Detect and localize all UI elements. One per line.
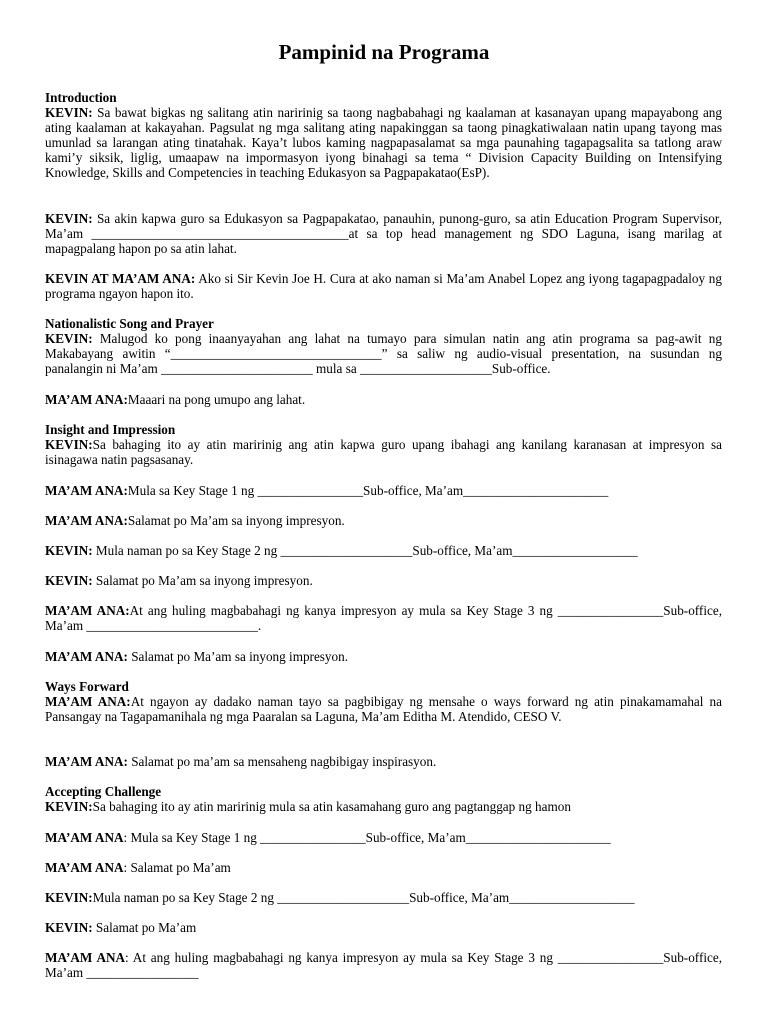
ways-paragraph-2 bbox=[45, 754, 722, 769]
speaker-label: MA’AM ANA: bbox=[45, 603, 130, 618]
speaker-label: KEVIN: bbox=[45, 331, 93, 347]
insight-paragraph-3 bbox=[45, 513, 722, 528]
accepting-paragraph-3 bbox=[45, 860, 722, 875]
paragraph-text: Mula sa Key Stage 1 ng ________________Sub-office, Ma’am______________________ bbox=[127, 483, 609, 498]
speaker-label: KEVIN: bbox=[45, 437, 93, 453]
intro-block bbox=[45, 90, 722, 181]
speaker-label: MA’AM ANA bbox=[45, 860, 124, 875]
nationalistic-paragraph-2 bbox=[45, 392, 722, 407]
paragraph-text: Sa bahaging ito ay atin maririnig ang atin kapwa guro upang ibahagi ang kanilang karanasan at impresyon sa isinagawa natin pagsasanay. bbox=[45, 437, 722, 468]
insight-block bbox=[45, 422, 722, 467]
nationalistic-paragraph-1 bbox=[45, 331, 722, 376]
accepting-paragraph-4 bbox=[45, 890, 722, 905]
intro-paragraph-1 bbox=[45, 105, 722, 180]
speaker-label: KEVIN AT MA’AM ANA: bbox=[45, 271, 196, 286]
insight-paragraph-7 bbox=[45, 649, 722, 664]
intro-paragraph-2 bbox=[45, 211, 722, 256]
insight-paragraph-2 bbox=[45, 483, 722, 498]
section-heading-ways-forward: Ways Forward bbox=[45, 679, 129, 694]
ways-block bbox=[45, 679, 722, 724]
speaker-label: MA’AM ANA: bbox=[45, 754, 128, 769]
speaker-label: KEVIN: bbox=[45, 543, 93, 558]
paragraph-text: : Salamat po Ma’am bbox=[123, 860, 231, 875]
speaker-label: KEVIN: bbox=[45, 211, 93, 226]
paragraph-text: Salamat po Ma’am bbox=[92, 920, 197, 935]
speaker-label: KEVIN: bbox=[45, 890, 93, 905]
insight-paragraph-1 bbox=[45, 437, 722, 467]
insight-paragraph-6 bbox=[45, 603, 722, 633]
insight-paragraph-5 bbox=[45, 573, 722, 588]
paragraph-text: Mula naman po sa Key Stage 2 ng ____________________Sub-office, Ma’am___________________ bbox=[92, 543, 638, 558]
paragraph-text: Sa bahaging ito ay atin maririnig mula sa atin kasamahang guro ang pagtanggap ng hamon bbox=[92, 799, 571, 815]
speaker-label: MA’AM ANA bbox=[45, 830, 124, 845]
document-title: Pampinid na Programa bbox=[278, 40, 490, 64]
speaker-label: MA’AM ANA: bbox=[45, 513, 128, 528]
speaker-label: MA’AM ANA: bbox=[45, 392, 128, 407]
accepting-paragraph-6 bbox=[45, 950, 722, 980]
paragraph-text: Salamat po Ma’am sa inyong impresyon. bbox=[127, 513, 345, 528]
paragraph-text: Malugod ko pong inaanyayahan ang lahat na tumayo para simulan natin ang atin programa sa pag-awit ng Makabayang awitin “________________________________” sa saliw ng audio-visual presentation, na susundan ng panalangin ni Ma’am _______________________ mula sa ____________________Sub-office. bbox=[45, 331, 722, 377]
accepting-block bbox=[45, 784, 722, 814]
speaker-label: MA’AM ANA: bbox=[45, 483, 128, 498]
speaker-label: KEVIN: bbox=[45, 573, 93, 588]
speaker-label: MA’AM ANA bbox=[45, 950, 126, 965]
paragraph-text: Maaari na pong umupo ang lahat. bbox=[127, 392, 306, 407]
paragraph-text: Sa akin kapwa guro sa Edukasyon sa Pagpapakatao, panauhin, punong-guro, sa atin Education Program Supervisor, Ma’am _______________________________________at sa top head management ng SDO Laguna, isang marilag at mapagpalang hapon po sa atin lahat. bbox=[45, 211, 722, 257]
paragraph-text: Ako si Sir Kevin Joe H. Cura at ako naman si Ma’am Anabel Lopez ang iyong tagapagpadaloy ng programa ngayon hapon ito. bbox=[45, 271, 722, 302]
accepting-paragraph-1 bbox=[45, 799, 722, 814]
paragraph-text: Salamat po Ma’am sa inyong impresyon. bbox=[127, 649, 349, 664]
paragraph-text: : At ang huling magbabahagi ng kanya impresyon ay mula sa Key Stage 3 ng ________________Sub-office, Ma’am _________________ bbox=[45, 950, 722, 981]
insight-paragraph-4 bbox=[45, 543, 722, 558]
section-heading-introduction: Introduction bbox=[45, 90, 117, 105]
speaker-label: KEVIN: bbox=[45, 920, 93, 935]
section-heading-accepting: Accepting Challenge bbox=[45, 784, 162, 799]
section-heading-nationalistic: Nationalistic Song and Prayer bbox=[45, 316, 214, 331]
ways-paragraph-1 bbox=[45, 694, 722, 724]
paragraph-text: Sa bawat bigkas ng salitang atin naririnig sa taong nagbabahagi ng kaalaman at kasanayan upang mapayabong ang ating kaalaman at kakayahan. Pagsulat ng mga salitang ating napakinggan sa taong pinagkatiwalaan natin upang tayong mas umunlad sa larangan ating tinatahak. Kaya’t lubos kaming nagpapasalamat sa mga paunahing tagapagsalita sa tatlong araw kami’y siksik, liglig, umaapaw na impormasyon iyong binahagi sa tema “ Division Capacity Building on Intensifying Knowledge, Skills and Competencies in teaching Edukasyon sa Pagpapakatao(EsP). bbox=[45, 105, 722, 181]
paragraph-text: Salamat po ma’am sa mensaheng nagbibigay inspirasyon. bbox=[127, 754, 437, 769]
paragraph-text: : Mula sa Key Stage 1 ng ________________Sub-office, Ma’am______________________ bbox=[123, 830, 611, 845]
speaker-label: KEVIN: bbox=[45, 799, 93, 815]
section-heading-insight: Insight and Impression bbox=[45, 422, 176, 437]
paragraph-text: At ngayon ay dadako naman tayo sa pagbibigay ng mensahe o ways forward ng atin pinakamamahal na Pansangay na Tagapamanihala ng mga Paaralan sa Laguna, Ma’am Editha M. Atendido, CESO V. bbox=[45, 694, 722, 725]
paragraph-text: At ang huling magbabahagi ng kanya impresyon ay mula sa Key Stage 3 ng ________________Sub-office, Ma’am __________________________. bbox=[45, 603, 722, 634]
speaker-label: KEVIN: bbox=[45, 105, 93, 121]
accepting-paragraph-2 bbox=[45, 830, 722, 845]
speaker-label: MA’AM ANA: bbox=[45, 694, 131, 710]
nationalistic-block bbox=[45, 316, 722, 376]
accepting-paragraph-5 bbox=[45, 920, 722, 935]
intro-paragraph-3 bbox=[45, 271, 722, 301]
paragraph-text: Salamat po Ma’am sa inyong impresyon. bbox=[92, 573, 313, 588]
paragraph-text: Mula naman po sa Key Stage 2 ng ____________________Sub-office, Ma’am___________________ bbox=[92, 890, 635, 905]
speaker-label: MA’AM ANA: bbox=[45, 649, 128, 664]
